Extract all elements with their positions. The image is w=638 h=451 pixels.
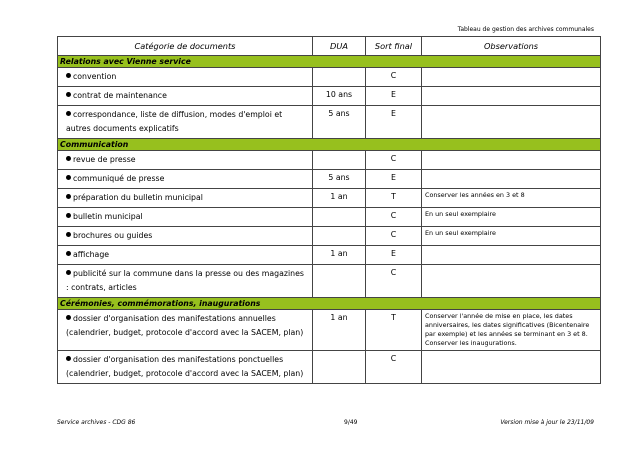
observations-cell: Conserver les années en 3 et 8 — [422, 189, 601, 208]
observations-cell — [422, 265, 601, 298]
header-note: Tableau de gestion des archives communales — [457, 26, 594, 33]
sort-final-cell: C — [366, 227, 422, 246]
section-title: Communication — [58, 139, 601, 151]
document-category-label: communiqué de presse — [73, 174, 165, 183]
dua-cell — [313, 351, 366, 384]
bullet-icon — [66, 175, 71, 180]
document-category-label: revue de presse — [73, 155, 136, 164]
document-category-cell — [58, 68, 313, 87]
table-row — [58, 170, 601, 189]
table-row — [58, 351, 601, 384]
bullet-icon — [66, 111, 71, 116]
table-row — [58, 106, 601, 139]
dua-cell: 1 an — [313, 246, 366, 265]
observations-cell — [422, 246, 601, 265]
document-category-cell — [58, 170, 313, 189]
bullet-icon — [66, 251, 71, 256]
document-category-label: publicité sur la commune dans la presse ou des magazines : contrats, articles — [66, 269, 304, 292]
sort-final-cell: C — [366, 151, 422, 170]
dua-cell: 10 ans — [313, 87, 366, 106]
sort-final-cell: C — [366, 265, 422, 298]
dua-cell — [313, 265, 366, 298]
dua-cell: 1 an — [313, 310, 366, 351]
document-category-label: dossier d'organisation des manifestations ponctuelles (calendrier, budget, protocole d'accord avec la SACEM, plan) — [66, 355, 304, 378]
observations-cell — [422, 351, 601, 384]
section-title: Relations avec Vienne service — [58, 56, 601, 68]
document-category-cell — [58, 227, 313, 246]
section-row — [58, 56, 601, 68]
sort-final-cell: T — [366, 310, 422, 351]
dua-cell — [313, 227, 366, 246]
document-category-cell — [58, 106, 313, 139]
document-category-label: préparation du bulletin municipal — [73, 193, 203, 202]
observations-cell — [422, 151, 601, 170]
table-row — [58, 68, 601, 87]
bullet-icon — [66, 213, 71, 218]
column-header-sort: Sort final — [366, 37, 422, 56]
dua-cell — [313, 208, 366, 227]
bullet-icon — [66, 232, 71, 237]
document-category-label: affichage — [73, 250, 110, 259]
sort-final-cell: E — [366, 87, 422, 106]
table-row — [58, 227, 601, 246]
document-category-cell — [58, 151, 313, 170]
table-header-row — [58, 37, 601, 56]
observations-cell: En un seul exemplaire — [422, 227, 601, 246]
sort-final-cell: C — [366, 351, 422, 384]
dua-cell — [313, 68, 366, 87]
bullet-icon — [66, 315, 71, 320]
section-row — [58, 139, 601, 151]
observations-cell — [422, 170, 601, 189]
table-row — [58, 265, 601, 298]
table-row — [58, 189, 601, 208]
bullet-icon — [66, 92, 71, 97]
sort-final-cell: C — [366, 68, 422, 87]
sort-final-cell: E — [366, 106, 422, 139]
bullet-icon — [66, 194, 71, 199]
sort-final-cell: E — [366, 170, 422, 189]
observations-cell — [422, 87, 601, 106]
document-category-cell — [58, 189, 313, 208]
dua-cell: 5 ans — [313, 106, 366, 139]
footer-left: Service archives - CDG 86 — [57, 419, 136, 426]
footer-right: Version mise à jour le 23/11/09 — [500, 419, 594, 426]
table-row — [58, 246, 601, 265]
document-category-label: brochures ou guides — [73, 231, 153, 240]
observations-cell: En un seul exemplaire — [422, 208, 601, 227]
document-category-label: contrat de maintenance — [73, 91, 167, 100]
bullet-icon — [66, 73, 71, 78]
document-category-label: correspondance, liste de diffusion, modes d'emploi et autres documents explicatifs — [66, 110, 283, 133]
observations-cell: Conserver l'année de mise en place, les dates anniversaires, les dates significatives (Bicentenaire par exemple) et les années se terminant en 3 et 8. Conserver les inaugurations. — [422, 310, 601, 351]
observations-cell — [422, 106, 601, 139]
dua-cell — [313, 151, 366, 170]
dua-cell: 5 ans — [313, 170, 366, 189]
observations-cell — [422, 68, 601, 87]
sort-final-cell: E — [366, 246, 422, 265]
document-category-label: dossier d'organisation des manifestations annuelles (calendrier, budget, protocole d'accord avec la SACEM, plan) — [66, 314, 304, 337]
document-category-label: convention — [73, 72, 117, 81]
section-row — [58, 298, 601, 310]
document-category-cell — [58, 246, 313, 265]
column-header-category: Catégorie de documents — [58, 37, 313, 56]
column-header-observations: Observations — [422, 37, 601, 56]
document-category-cell — [58, 310, 313, 351]
dua-cell: 1 an — [313, 189, 366, 208]
table-row — [58, 310, 601, 351]
document-category-cell — [58, 351, 313, 384]
section-title: Cérémonies, commémorations, inaugurations — [58, 298, 601, 310]
table-body — [58, 56, 601, 384]
bullet-icon — [66, 270, 71, 275]
document-category-cell — [58, 265, 313, 298]
bullet-icon — [66, 156, 71, 161]
sort-final-cell: C — [366, 208, 422, 227]
table-row — [58, 208, 601, 227]
table-row — [58, 87, 601, 106]
column-header-dua: DUA — [313, 37, 366, 56]
page-number: 9/49 — [344, 419, 358, 426]
archives-table — [57, 36, 601, 384]
table-row — [58, 151, 601, 170]
document-category-cell — [58, 208, 313, 227]
sort-final-cell: T — [366, 189, 422, 208]
document-category-label: bulletin municipal — [73, 212, 143, 221]
bullet-icon — [66, 356, 71, 361]
document-category-cell — [58, 87, 313, 106]
